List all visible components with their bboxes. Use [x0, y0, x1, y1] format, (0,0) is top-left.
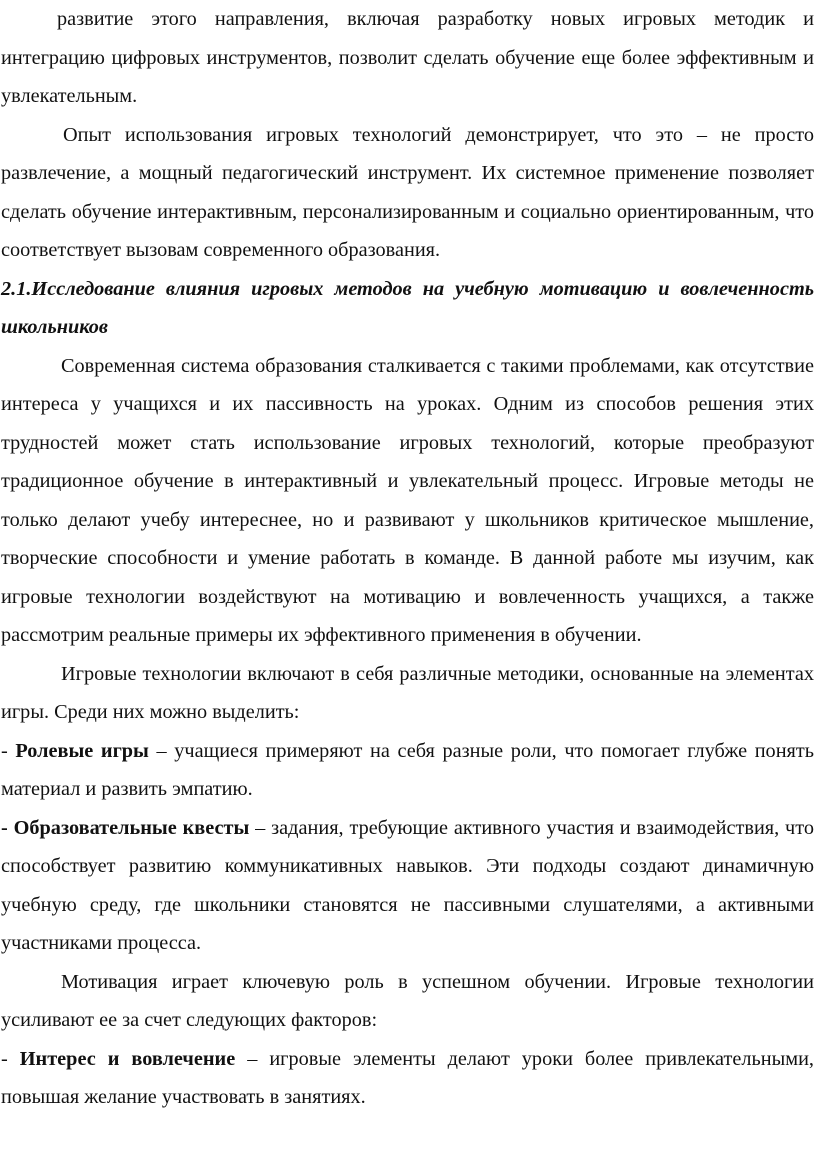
list-item-interest [1, 1040, 814, 1117]
paragraph-experience: Опыт использования игровых технологий демонстрирует, что это – не просто развлечение, а мощный педагогический инструмент. Их системное применение позволяет сделать обучение интерактивным, персонализированным и социально ориентированным, что соответствует вызовам современного образования. [1, 123, 814, 261]
paragraph-modern-system: Современная система образования сталкивается с такими проблемами, как отсутствие интереса у учащихся и их пассивность на уроках. Одним из способов решения этих трудностей может стать использование игровых технологий, которые преобразуют традиционное обучение в интерактивный и увлекательный процесс. Игровые методы не только делают учебу интереснее, но и развивают у школьников критическое мышление, творческие способности и умение работать в команде. В данной работе мы изучим, как игровые технологии воздействуют на мотивацию и вовлеченность учащихся, а также рассмотрим реальные примеры их эффективного применения в обучении. [1, 354, 814, 646]
list-marker: - [1, 739, 16, 762]
list-term-interest: Интерес и вовлечение [19, 1047, 236, 1070]
list-item-roles [1, 732, 814, 809]
list-term-roles: Ролевые игры [15, 739, 149, 762]
list-marker: - [1, 1047, 20, 1070]
list-item-quests [1, 809, 814, 963]
list-text-quests: – задания, требующие активного участия и взаимодействия, что способствует развитию коммуникативных навыков. Эти подходы создают динамичную учебную среду, где школьники становятся не пассивными слушателями, а активными участниками процесса. [1, 816, 814, 954]
list-text-interest: – игровые элементы делают уроки более привлекательными, повышая желание участвовать в занятиях. [1, 1047, 814, 1108]
section-heading: 2.1.Исследование влияния игровых методов на учебную мотивацию и вовлеченность школьников [1, 277, 814, 338]
paragraph-motivation: Мотивация играет ключевую роль в успешном обучении. Игровые технологии усиливают ее за счет следующих факторов: [1, 970, 814, 1031]
list-marker: - [1, 816, 14, 839]
list-term-quests: Образовательные квесты [13, 816, 250, 839]
paragraph-game-tech-intro: Игровые технологии включают в себя различные методики, основанные на элементах игры. Среди них можно выделить: [1, 662, 814, 723]
list-text-roles: – учащиеся примеряют на себя разные роли, что помогает глубже понять материал и развить эмпатию. [1, 739, 814, 800]
paragraph-continuation: развитие этого направления, включая разработку новых игровых методик и интеграцию цифровых инструментов, позволит сделать обучение еще более эффективным и увлекательным. [1, 8, 814, 107]
